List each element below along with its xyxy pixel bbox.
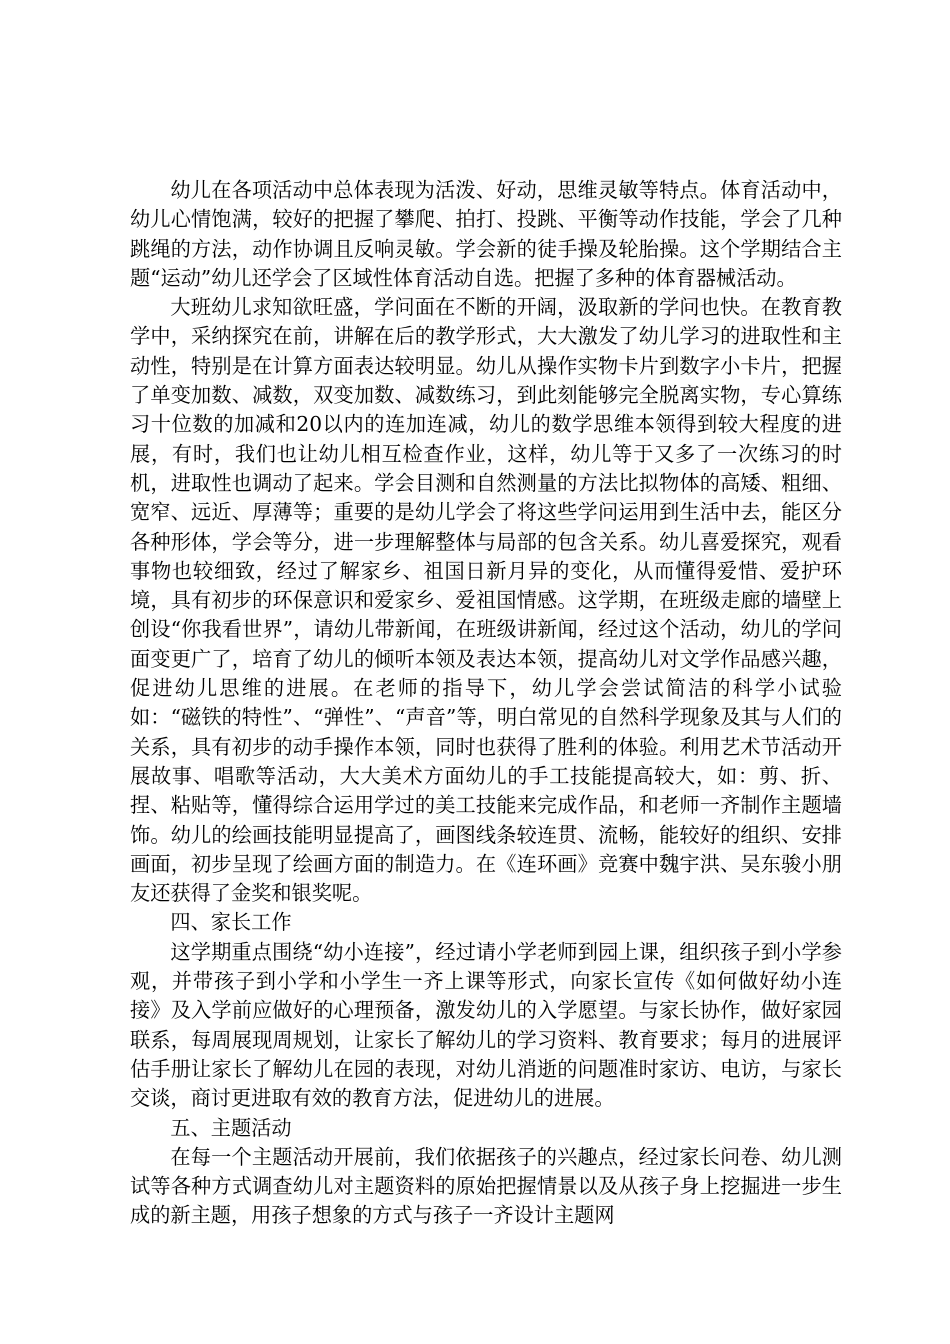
paragraph-parent-work: 这学期重点围绕“幼小连接”，经过请小学老师到园上课，组织孩子到小学参观，并带孩子到小学和小学生一齐上课等形式，向家长宣传《如何做好幼小连接》及入学前应做好的心理预备，激发幼儿的入学愿望。与家长协作，做好家园联系，每周展现周规划，让家长了解幼儿的学习资料、教育要求；每月的进展评估手册让家长了解幼儿在园的表现，对幼儿消逝的问题准时家访、电访，与家长交谈，商讨更进取有效的教育方法，促进幼儿的进展。	[130, 939, 842, 1111]
section-heading-theme-activities: 五、主题活动	[170, 1115, 292, 1140]
paragraph-pe-activities: 幼儿在各项活动中总体表现为活泼、好动，思维灵敏等特点。体育活动中，幼儿心情饱满，较好的把握了攀爬、拍打、投跳、平衡等动作技能，学会了几种跳绳的方法，动作协调且反响灵敏。学会新的徒手操及轮胎操。这个学期结合主题“运动”幼儿还学会了区域性体育活动自选。把握了多种的体育器械活动。	[130, 178, 842, 290]
document-body	[130, 176, 842, 1231]
paragraph-theme-activities: 在每一个主题活动开展前，我们依据孩子的兴趣点，经过家长问卷、幼儿测试等各种方式调查幼儿对主题资料的原始把握情景以及从孩子身上挖掘进一步生成的新主题，用孩子想象的方式与孩子一齐设计主题网	[130, 1144, 842, 1228]
section-heading-parent-work: 四、家长工作	[170, 910, 292, 935]
paragraph-learning-progress: 大班幼儿求知欲旺盛，学问面在不断的开阔，汲取新的学问也快。在教育教学中，采纳探究在前，讲解在后的教学形式，大大激发了幼儿学习的进取性和主动性，特别是在计算方面表达较明显。幼儿从操作实物卡片到数字小卡片，把握了单变加数、减数，双变加数、减数练习，到此刻能够完全脱离实物，专心算练习十位数的加减和20以内的连加连减，幼儿的数学思维本领得到较大程度的进展，有时，我们也让幼儿相互检查作业，这样，幼儿等于又多了一次练习的时机，进取性也调动了起来。学会目测和自然测量的方法比拟物体的高矮、粗细、宽窄、远近、厚薄等；重要的是幼儿学会了将这些学问运用到生活中去，能区分各种形体，学会等分，进一步理解整体与局部的包含关系。幼儿喜爱探究，观看事物也较细致，经过了解家乡、祖国日新月异的变化，从而懂得爱惜、爱护环境，具有初步的环保意识和爱家乡、爱祖国情感。这学期，在班级走廊的墙壁上创设“你我看世界”，请幼儿带新闻，在班级讲新闻，经过这个活动，幼儿的学问面变更广了，培育了幼儿的倾听本领及表达本领，提高幼儿对文学作品感兴趣，促进幼儿思维的进展。在老师的指导下，幼儿学会尝试简洁的科学小试验如：“磁铁的特性”、“弹性”、“声音”等，明白常见的自然科学现象及其与人们的关系，具有初步的动手操作本领，同时也获得了胜利的体验。利用艺术节活动开展故事、唱歌等活动，大大美术方面幼儿的手工技能提高较大，如：剪、折、捏、粘贴等，懂得综合运用学过的美工技能来完成作品，和老师一齐制作主题墙饰。幼儿的绘画技能明显提高了，画图线条较连贯、流畅，能较好的组织、安排画面，初步呈现了绘画方面的制造力。在《连环画》竞赛中魏宇洪、吴东骏小朋友还获得了金奖和银奖呢。	[130, 295, 842, 906]
